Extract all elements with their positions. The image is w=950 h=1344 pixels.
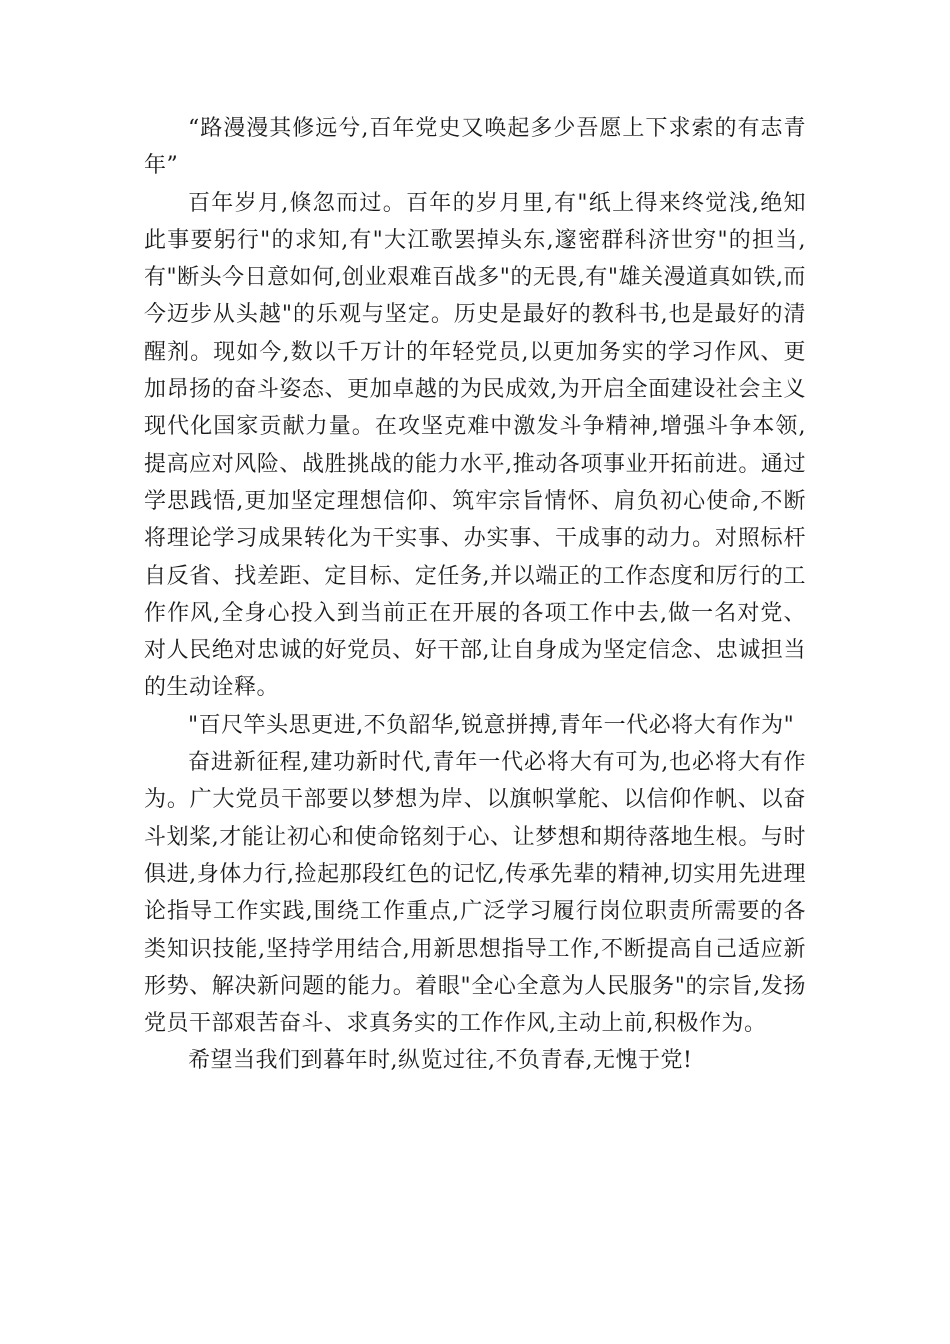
paragraph-closing: 希望当我们到暮年时,纵览过往,不负青春,无愧于党! xyxy=(188,1048,693,1074)
paragraph-heading-1: “路漫漫其修远兮,百年党史又唤起多少吾愿上下求索的有志青年” xyxy=(144,116,806,179)
document-body xyxy=(144,110,806,1080)
paragraph-body-2: 奋进新征程,建功新时代,青年一代必将大有可为,也必将大有作为。广大党员干部要以梦想为岸、以旗帜掌舵、以信仰作帆、以奋斗划桨,才能让初心和使命铭刻于心、让梦想和期待落地生根。与时俱进,身体力行,捡起那段红色的记忆,传承先辈的精神,切实用先进理论指导工作实践,围绕工作重点,广泛学习履行岗位职责所需要的各类知识技能,坚持学用结合,用新思想指导工作,不断提高自己适应新形势、解决新问题的能力。着眼"全心全意为人民服务"的宗旨,发扬党员干部艰苦奋斗、求真务实的工作作风,主动上前,积极作为。 xyxy=(144,750,806,1037)
paragraph-body-1: 百年岁月,倏忽而过。百年的岁月里,有"纸上得来终觉浅,绝知此事要躬行"的求知,有"大江歌罢掉头东,邃密群科济世穷"的担当,有"断头今日意如何,创业艰难百战多"的无畏,有"雄关漫道真如铁,而今迈步从头越"的乐观与坚定。历史是最好的教科书,也是最好的清醒剂。现如今,数以千万计的年轻党员,以更加务实的学习作风、更加昂扬的奋斗姿态、更加卓越的为民成效,为开启全面建设社会主义现代化国家贡献力量。在攻坚克难中激发斗争精神,增强斗争本领,提高应对风险、战胜挑战的能力水平,推动各项事业开拓前进。通过学思践悟,更加坚定理想信仰、筑牢宗旨情怀、肩负初心使命,不断将理论学习成果转化为干实事、办实事、干成事的动力。对照标杆自反省、找差距、定目标、定任务,并以端正的工作态度和厉行的工作作风,全身心投入到当前正在开展的各项工作中去,做一名对党、对人民绝对忠诚的好党员、好干部,让自身成为坚定信念、忠诚担当的生动诠释。 xyxy=(144,190,806,701)
paragraph-heading-2: "百尺竿头思更进,不负韶华,锐意拼搏,青年一代必将大有作为" xyxy=(188,712,795,738)
